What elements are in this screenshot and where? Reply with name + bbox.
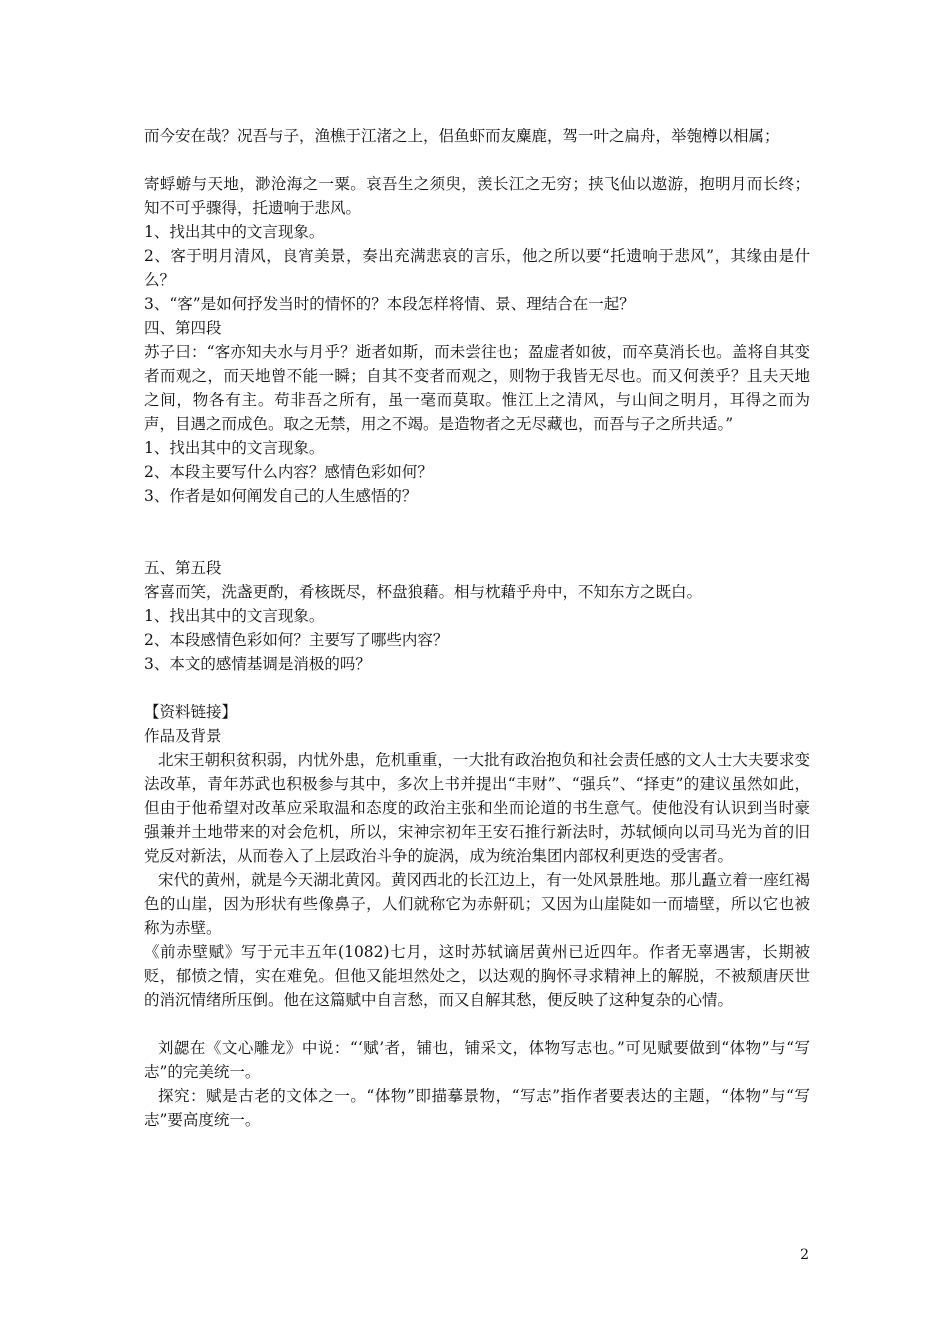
paragraph-4: 苏子曰：“客亦知夫水与月乎？逝者如斯，而未尝往也；盈虚者如彼，而卒莫消长也。盖将自其变者而观之，而天地曾不能一瞬；自其不变者而观之，则物于我皆无尽也。而又何羡乎？且夫天地之间，物各有主。苟非吾之所有，虽一毫而莫取。惟江上之清风，与山间之明月，耳得之而为声，目遇之而成色。取之无禁，用之不竭。是造物者之无尽藏也，而吾与子之所共适。” [144,343,810,433]
section-4-heading: 四、第四段 [144,319,222,337]
question-4-2: 2、本段主要写什么内容？感情色彩如何？ [144,463,433,481]
section-5-heading: 五、第五段 [144,559,222,577]
question-5-3: 3、本文的感情基调是消极的吗？ [144,655,371,673]
question-5-2: 2、本段感情色彩如何？主要写了哪些内容？ [144,631,449,649]
background-paragraph-3: 《前赤壁赋》写于元丰五年(1082)七月，这时苏轼谪居黄州已近四年。作者无辜遇害，长期被贬，郁愤之情，实在难免。但他又能坦然处之，以达观的胸怀寻求精神上的解脱，不被颓唐厌世的消沉情绪所压倒。他在这篇赋中自言愁，而又自解其愁，便反映了这种复杂的心情。 [144,943,810,1009]
background-heading: 作品及背景 [144,727,222,745]
spacer [144,508,810,556]
question-4-1: 1、找出其中的文言现象。 [144,439,325,457]
spacer [144,676,810,700]
liuxie-paragraph: 刘勰在《文心雕龙》中说：“‘赋’者，铺也，铺采文，体物写志也。”可见赋要做到“体物”与“写志”的完美统一。 [144,1039,810,1081]
background-paragraph-1: 北宋王朝积贫积弱，内忧外患，危机重重，一大批有政治抱负和社会责任感的文人士大夫要求变法改革，青年苏武也积极参与其中，多次上书并提出“丰财”、“强兵”、“择吏”的建议虽然如此，但由于他希望对改革应采取温和态度的政治主张和坐而论道的书生意气。使他没有认识到当时豪强兼并土地带来的对会危机，所以，宋神宗初年王安石推行新法时，苏轼倾向以司马光为首的旧党反对新法，从而卷入了上层政治斗争的旋涡，成为统治集团内部权利更迭的受害者。 [144,751,810,865]
question-3-3: 3、“客”是如何抒发当时的情怀的？本段怎样将情、景、理结合在一起？ [144,295,635,313]
resource-heading: 【资料链接】 [144,703,238,721]
paragraph-5: 客喜而笑，洗盏更酌，肴核既尽，杯盘狼藉。相与枕藉乎舟中，不知东方之既白。 [144,583,703,601]
document-body [144,124,810,1132]
paragraph-3-continued: 寄蜉蝣与天地，渺沧海之一粟。哀吾生之须臾，羡长江之无穷；挟飞仙以遨游，抱明月而长终；知不可乎骤得，托遗响于悲风。 [144,175,810,217]
page-number: 2 [800,1247,809,1263]
question-4-3: 3、作者是如何阐发自己的人生感悟的？ [144,487,418,505]
spacer [144,148,810,172]
paragraph-3-intro: 而今安在哉？况吾与子，渔樵于江渚之上，侣鱼虾而友麋鹿，驾一叶之扁舟，举匏樽以相属； [144,127,780,145]
question-3-1: 1、找出其中的文言现象。 [144,223,325,241]
explore-paragraph: 探究：赋是古老的文体之一。“体物”即描摹景物，“写志”指作者要表达的主题，“体物”与“写志”要高度统一。 [144,1087,810,1129]
question-5-1: 1、找出其中的文言现象。 [144,607,325,625]
background-paragraph-2: 宋代的黄州，就是今天湖北黄冈。黄冈西北的长江边上，有一处风景胜地。那儿矗立着一座红褐色的山崖，因为形状有些像鼻子，人们就称它为赤鼾矶；又因为山崖陡如一而墙壁，所以它也被称为赤壁。 [144,871,810,937]
spacer [144,1012,810,1036]
question-3-2: 2、客于明月清风，良宵美景，奏出充满悲哀的言乐，他之所以要“托遗响于悲风”，其缘由是什么？ [144,247,810,289]
